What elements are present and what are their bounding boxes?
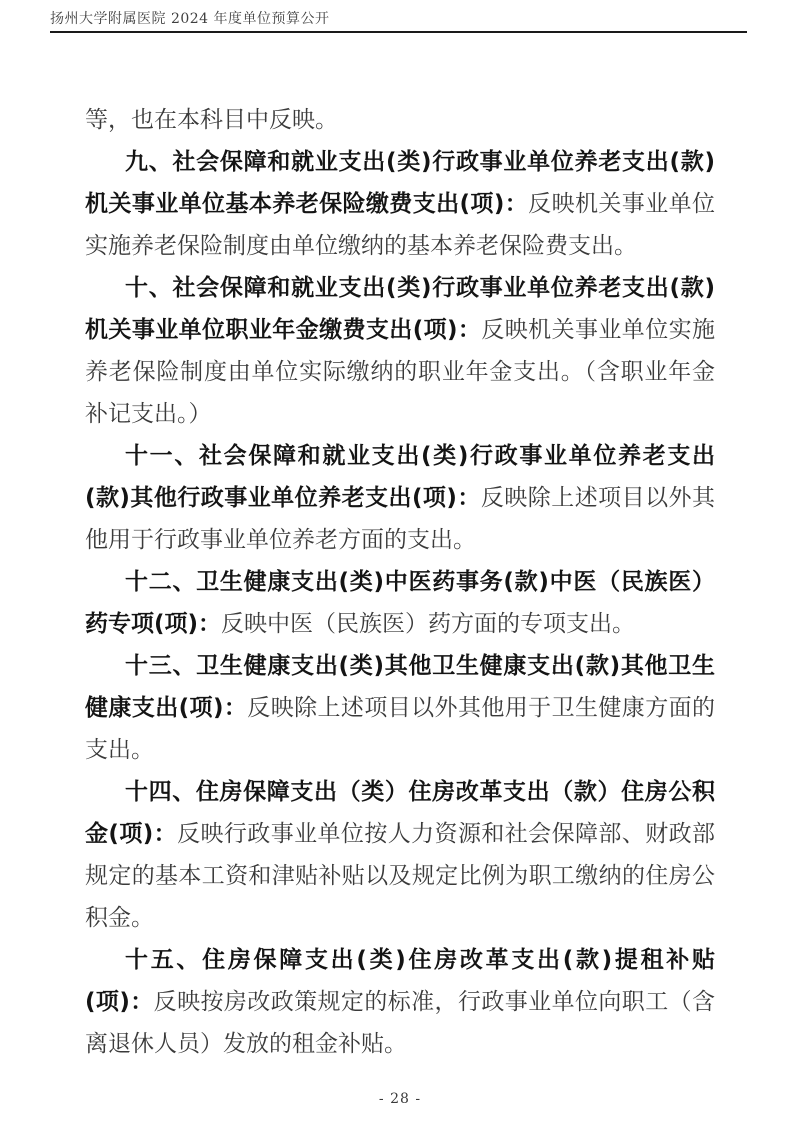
item-10-desc: 反映机关事业单位实施养老保险制度由单位实际缴纳的职业年金支出。（含职业年金补记支出。） — [85, 317, 715, 427]
item-12-lead: 十二、卫生健康支出(类)中医药事务(款)中医（民族医）药专项(项)： — [85, 569, 715, 637]
page-header — [50, 11, 747, 33]
continuation-text: 等，也在本科目中反映。 — [85, 107, 338, 133]
item-11-lead: 十一、社会保障和就业支出(类)行政事业单位养老支出(款)其他行政事业单位养老支出(项)： — [85, 443, 715, 511]
budget-item-paragraph-14 — [85, 771, 715, 939]
item-14-desc: 反映行政事业单位按人力资源和社会保障部、财政部规定的基本工资和津贴补贴以及规定比例为职工缴纳的住房公积金。 — [85, 821, 715, 931]
item-15-lead: 十五、住房保障支出(类)住房改革支出(款)提租补贴(项)： — [85, 947, 715, 1015]
item-15-desc: 反映按房改政策规定的标准，行政事业单位向职工（含离退休人员）发放的租金补贴。 — [85, 989, 715, 1057]
document-header-title: 扬州大学附属医院 2024 年度单位预算公开 — [50, 11, 330, 27]
budget-item-paragraph-10 — [85, 267, 715, 435]
item-10-lead: 十、社会保障和就业支出(类)行政事业单位养老支出(款)机关事业单位职业年金缴费支出(项)： — [85, 275, 715, 343]
document-body — [85, 99, 715, 1065]
page-footer — [0, 1091, 800, 1107]
budget-item-paragraph-15 — [85, 939, 715, 1065]
item-13-desc: 反映除上述项目以外其他用于卫生健康方面的支出。 — [85, 695, 715, 763]
item-9-lead: 九、社会保障和就业支出(类)行政事业单位养老支出(款)机关事业单位基本养老保险缴费支出(项)： — [85, 149, 715, 217]
item-9-desc: 反映机关事业单位实施养老保险制度由单位缴纳的基本养老保险费支出。 — [85, 191, 715, 259]
item-14-lead: 十四、住房保障支出（类）住房改革支出（款）住房公积金(项)： — [85, 779, 715, 847]
budget-item-paragraph-13 — [85, 645, 715, 771]
paragraph-continuation — [85, 99, 715, 141]
item-11-desc: 反映除上述项目以外其他用于行政事业单位养老方面的支出。 — [85, 485, 716, 553]
budget-item-paragraph-9 — [85, 141, 715, 267]
page-number: - 28 - — [378, 1091, 422, 1107]
item-12-desc: 反映中医（民族医）药方面的专项支出。 — [221, 611, 636, 637]
budget-item-paragraph-11 — [85, 435, 715, 561]
item-13-lead: 十三、卫生健康支出(类)其他卫生健康支出(款)其他卫生健康支出(项)： — [85, 653, 715, 721]
budget-item-paragraph-12 — [85, 561, 715, 645]
